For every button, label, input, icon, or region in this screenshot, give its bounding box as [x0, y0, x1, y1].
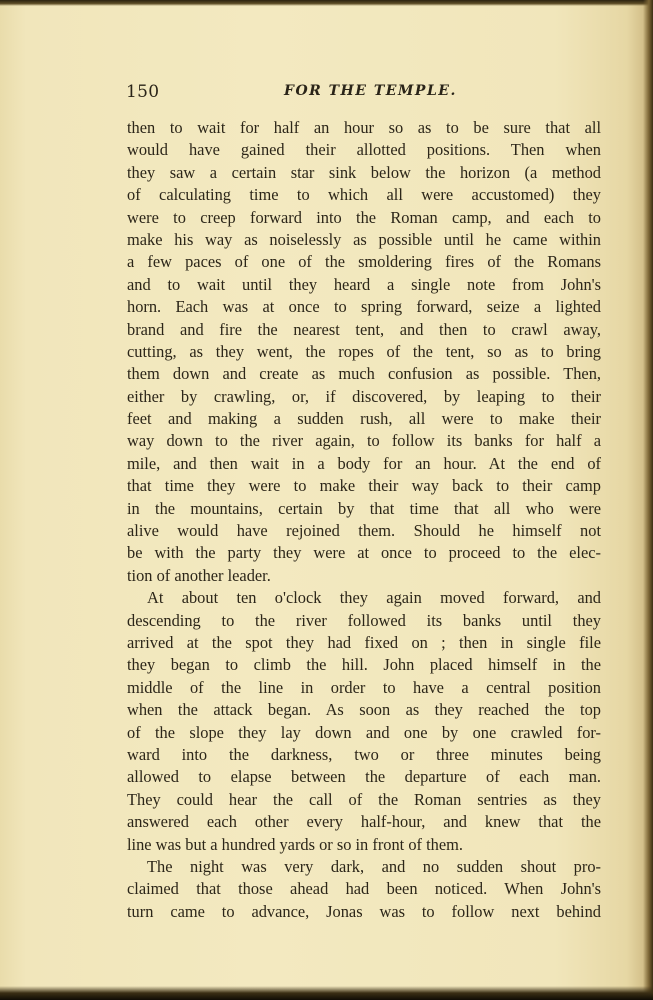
text-line: The night was very dark, and no sudden shout pro-: [147, 856, 601, 876]
page-bottom-shadow: [0, 986, 653, 1000]
page-top-shadow: [0, 0, 653, 6]
text-line: that time they were to make their way back to their camp: [127, 476, 601, 496]
text-line: descending to the river followed its banks until they: [127, 610, 601, 630]
text-line: would have gained their allotted positions. Then when: [127, 140, 601, 160]
text-line: be with the party they were at once to proceed to the elec-: [127, 543, 601, 563]
text-line: when the attack began. As soon as they reached the top: [127, 700, 601, 720]
text-line: them down and create as much confusion as possible. Then,: [127, 364, 601, 384]
text-line: At about ten o'clock they again moved forward, and: [147, 588, 601, 608]
page-header: [126, 82, 600, 110]
text-line: they saw a certain star sink below the horizon (a method: [127, 162, 601, 182]
text-line: then to wait for half an hour so as to be sure that all: [127, 118, 601, 137]
text-line: make his way as noiselessly as possible until he came within: [127, 229, 601, 249]
text-line: ward into the darkness, two or three minutes being: [127, 744, 601, 764]
text-line: tion of another leader.: [127, 565, 271, 585]
text-line: horn. Each was at once to spring forward, seize a lighted: [127, 297, 601, 317]
text-line: middle of the line in order to have a central position: [127, 677, 601, 697]
text-line: way down to the river again, to follow its banks for half a: [127, 431, 601, 451]
text-line: line was but a hundred yards or so in front of them.: [127, 834, 463, 854]
text-line: mile, and then wait in a body for an hour. At the end of: [127, 453, 601, 473]
text-line: turn came to advance, Jonas was to follow next behind: [127, 901, 601, 921]
text-line: a few paces of one of the smoldering fires of the Romans: [127, 252, 601, 272]
text-line: They could hear the call of the Roman sentries as they: [127, 789, 601, 809]
running-head: FOR THE TEMPLE.: [284, 83, 457, 99]
text-line: claimed that those ahead had been noticed. When John's: [127, 879, 601, 899]
text-line: cutting, as they went, the ropes of the tent, so as to bring: [127, 341, 601, 361]
text-line: either by crawling, or, if discovered, by leaping to their: [127, 386, 601, 406]
text-line: brand and fire the nearest tent, and then to crawl away,: [127, 319, 601, 339]
page-number: 150: [126, 82, 160, 102]
page-right-shadow: [643, 0, 653, 1000]
text-line: of the slope they lay down and one by one crawled for-: [127, 722, 601, 742]
text-line: arrived at the spot they had fixed on ; then in single file: [127, 632, 601, 652]
body-text: [127, 117, 601, 923]
text-line: allowed to elapse between the departure of each man.: [127, 767, 601, 787]
text-line: feet and making a sudden rush, all were to make their: [127, 409, 601, 429]
text-line: of calculating time to which all were accustomed) they: [127, 185, 601, 205]
text-line: were to creep forward into the Roman camp, and each to: [127, 207, 601, 227]
text-line: and to wait until they heard a single note from John's: [127, 274, 601, 294]
text-line: they began to climb the hill. John placed himself in the: [127, 655, 601, 675]
text-line: in the mountains, certain by that time that all who were: [127, 498, 601, 518]
text-line: alive would have rejoined them. Should he himself not: [127, 521, 601, 541]
text-line: answered each other every half-hour, and knew that the: [127, 812, 601, 832]
